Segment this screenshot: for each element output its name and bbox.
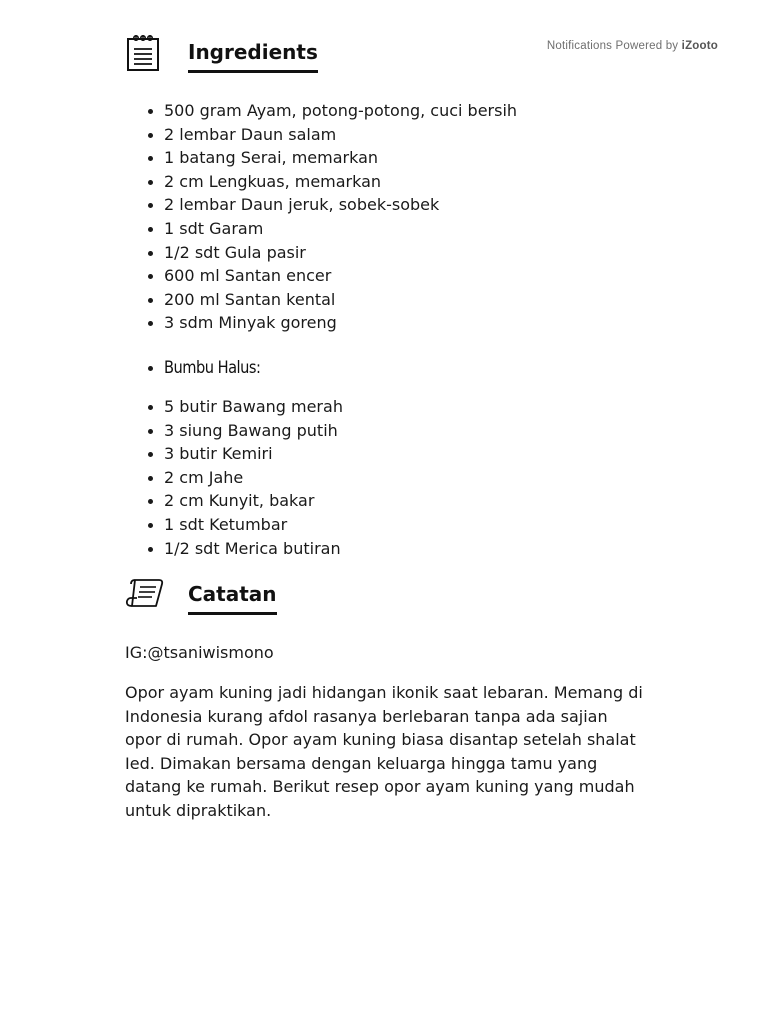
- list-item: • 2 lembar Daun salam: [164, 123, 517, 147]
- catatan-title: Catatan: [188, 582, 277, 615]
- instagram-handle: IG:@tsaniwismono: [125, 643, 274, 662]
- bumbu-list: [135, 395, 343, 560]
- list-item: • 1 batang Serai, memarkan: [164, 146, 517, 170]
- ingredient-list: [135, 99, 517, 335]
- list-item: • 5 butir Bawang merah: [164, 395, 343, 419]
- list-item: • 3 butir Kemiri: [164, 442, 343, 466]
- scroll-note-icon: [125, 576, 161, 614]
- list-item: • 1 sdt Garam: [164, 217, 517, 241]
- list-item: • 500 gram Ayam, potong-potong, cuci bersih: [164, 99, 517, 123]
- notification-prefix: Notifications Powered by: [546, 40, 679, 52]
- bumbu-subheading: Bumbu Halus:: [164, 358, 261, 378]
- list-item: • 3 siung Bawang putih: [164, 419, 343, 443]
- list-item: • 3 sdm Minyak goreng: [164, 311, 517, 335]
- catatan-header: [125, 576, 277, 614]
- list-item: • 1/2 sdt Gula pasir: [164, 241, 517, 265]
- list-item: • 2 lembar Daun jeruk, sobek-sobek: [164, 193, 517, 217]
- notepad-icon: [125, 34, 161, 72]
- list-item: • 200 ml Santan kental: [164, 288, 517, 312]
- list-item: • 2 cm Jahe: [164, 466, 343, 490]
- izooto-notification-credit[interactable]: [547, 40, 718, 52]
- list-item: • 2 cm Kunyit, bakar: [164, 489, 343, 513]
- catatan-body: Opor ayam kuning jadi hidangan ikonik saat lebaran. Memang di Indonesia kurang afdol rasanya berlebaran tanpa ada sajian opor di rumah. Opor ayam kuning biasa disantap setelah shalat Ied. Dimakan bersama dengan keluarga hingga tamu yang datang ke rumah. Berikut resep opor ayam kuning yang mudah untuk dipraktikan.: [125, 683, 643, 820]
- ingredients-title: Ingredients: [188, 40, 318, 73]
- notification-brand[interactable]: iZooto: [681, 40, 718, 52]
- ingredients-header: [125, 34, 318, 72]
- list-item: • 1 sdt Ketumbar: [164, 513, 343, 537]
- list-item: • 1/2 sdt Merica butiran: [164, 537, 343, 561]
- list-item: • 600 ml Santan encer: [164, 264, 517, 288]
- list-item: • 2 cm Lengkuas, memarkan: [164, 170, 517, 194]
- bumbu-heading-list: [135, 356, 276, 381]
- bumbu-subheading-item: [164, 356, 276, 381]
